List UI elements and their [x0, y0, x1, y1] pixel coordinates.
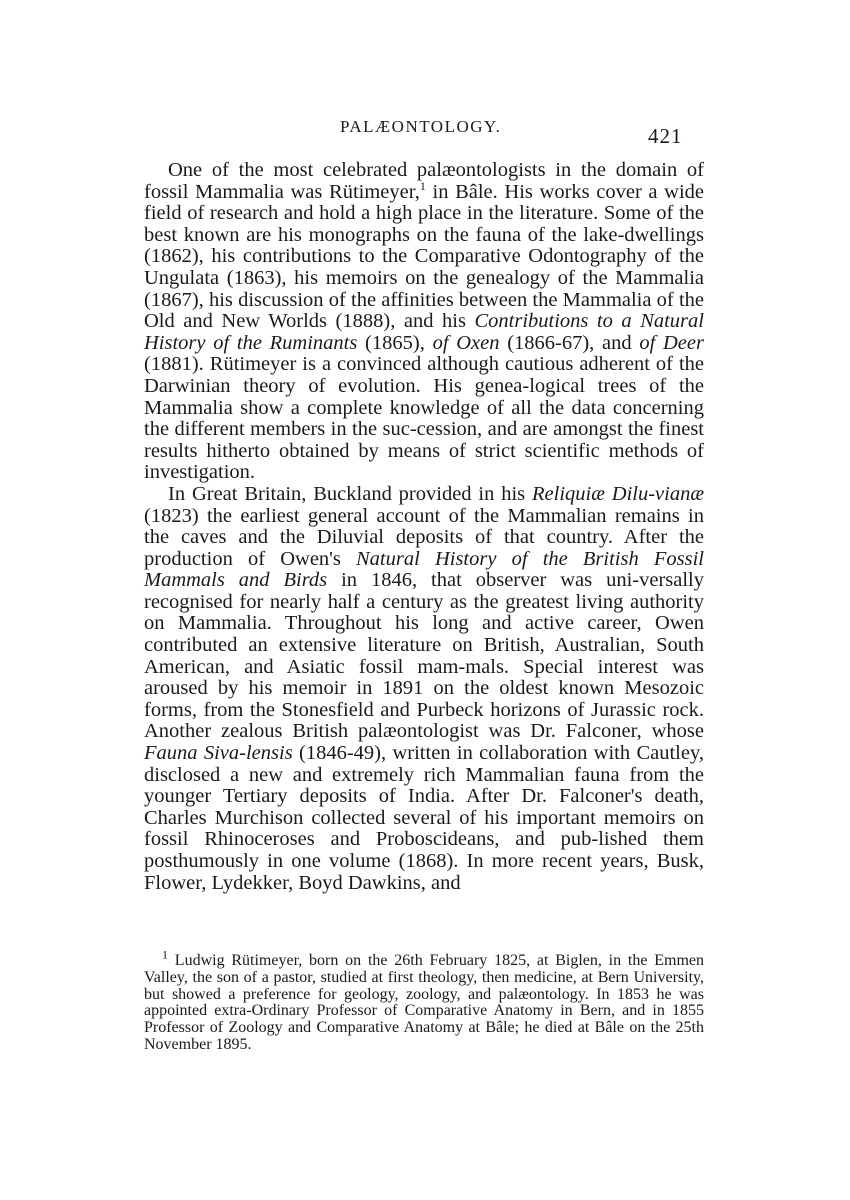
text-run: (1881). Rütimeyer is a convinced although cautious adherent of the Darwinian theory of evolution. His genea-logical trees of the Mammalia show a complete knowledge of all the data concerning the different members in the suc-cession, and are amongst the finest results hitherto obtained by means of strict scientific methods of investigation.: [144, 353, 704, 484]
paragraph: [144, 160, 704, 484]
text-run: (1823) the earliest general account of the Mammalian remains in the caves and the Diluvial deposits of that country. After the production of Owen's: [144, 504, 704, 570]
paragraph: [144, 484, 704, 894]
italic-title: of Oxen: [432, 331, 500, 354]
text-run: One of the most celebrated palæontologists in the domain of fossil Mammalia was Rütimeyer,: [144, 159, 704, 203]
text-run: in 1846, that observer was uni-versally recognised for nearly half a century as the greatest living authority on Mammalia. Throughout his long and active career, Owen contributed an extensive literature on British, Australian, South American, and Asiatic fossil mam-mals. Special interest was aroused by his memoir in 1891 on the oldest known Mesozoic forms, from the Stonesfield and Purbeck horizons of Jurassic rock. Another zealous British palæontologist was Dr. Falconer, whose: [144, 569, 704, 743]
running-head: PALÆONTOLOGY.: [340, 117, 502, 136]
italic-title: Natural History of the British Fossil Mammals and Birds: [144, 547, 704, 592]
page-header: [0, 117, 850, 147]
footnote-reference: 1: [419, 178, 426, 193]
italic-title: Fauna Siva-lensis: [144, 742, 293, 765]
footnotes: [144, 947, 704, 1054]
footnote: [144, 947, 704, 1054]
footnote-marker: 1: [162, 947, 168, 962]
body-text: [144, 160, 704, 894]
italic-title: of Deer: [639, 331, 704, 354]
text-run: in Bâle. His works cover a wide field of research and hold a high place in the literature. Some of the best known are his monographs on the fauna of the lake-dwellings (1862), his contributions to the Comparative Odontography of the Ungulata (1863), his memoirs on the genealogy of the Mammalia (1867), his discussion of the affinities between the Mammalia of the Old and New Worlds (1888), and his: [144, 180, 704, 333]
page-number: 421: [648, 124, 683, 148]
footnote-text: Ludwig Rütimeyer, born on the 26th February 1825, at Biglen, in the Emmen Valley, the son of a pastor, studied at first theology, then medicine, at Bern University, but showed a preference for geology, zoology, and palæontology. In 1853 he was appointed extra-Ordinary Professor of Comparative Anatomy in Bern, and in 1855 Professor of Zoology and Comparative Anatomy at Bâle; he died at Bâle on the 25th November 1895.: [144, 952, 704, 1053]
text-run: (1846-49), written in collaboration with Cautley, disclosed a new and extremely rich Mammalian fauna from the younger Tertiary deposits of India. After Dr. Falconer's death, Charles Murchison collected several of his important memoirs on fossil Rhinoceroses and Proboscideans, and pub-lished them posthumously in one volume (1868). In more recent years, Busk, Flower, Lydekker, Boyd Dawkins, and: [144, 742, 704, 894]
italic-title: Contributions to a Natural History of the Ruminants: [144, 310, 704, 354]
text-run: (1865),: [357, 331, 433, 354]
italic-title: Reliquiæ Dilu-vianæ: [532, 482, 704, 505]
text-run: In Great Britain, Buckland provided in his: [168, 482, 533, 505]
text-run: (1866-67), and: [499, 331, 640, 354]
